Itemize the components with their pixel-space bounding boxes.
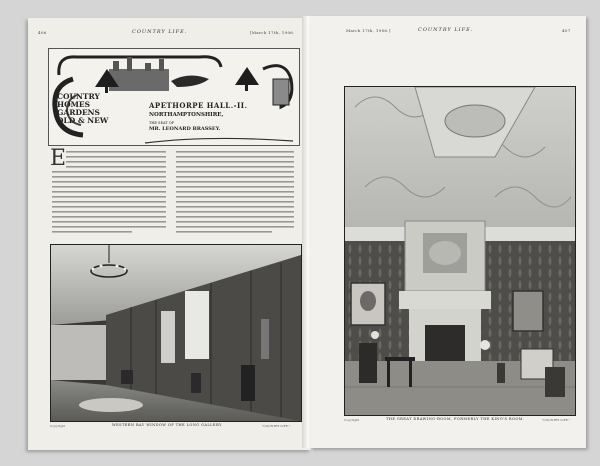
right-photo-credit-source: "COUNTRY LIFE." [542,418,571,422]
house-name: APETHORPE HALL.-II. [149,101,248,110]
body-text-lines [50,148,298,240]
drawing-room-illustration [345,87,575,415]
left-photo-credit-source: "COUNTRY LIFE." [262,424,291,428]
series-title-line: COUNTRY [57,92,100,101]
right-running-title: COUNTRY LIFE. [418,27,474,33]
series-title-line: GARDENS [57,108,100,117]
left-photo-caption: WESTERN BAY WINDOW OF THE LONG GALLERY. [112,423,223,427]
right-page-number: 407 [562,28,571,33]
series-title-line: OLD & NEW [57,116,109,125]
left-page [28,18,311,450]
owner-name: MR. LEONARD BRASSEY. [149,126,221,132]
magazine-spread [20,14,588,452]
article-header-banner [48,48,300,146]
left-photo-credit-copyright: Copyright [50,424,66,428]
article-heading [149,101,297,132]
long-gallery-photo [50,244,302,422]
left-running-title: COUNTRY LIFE. [132,29,188,35]
right-date: March 17th, 1906.] [346,28,391,33]
left-date: [March 17th, 1906. [250,30,295,35]
right-page [310,16,586,448]
series-title-line: HOMES [57,100,91,109]
series-title [57,93,137,125]
right-photo-caption: THE GREAT DRAWING-ROOM, FORMERLY THE KING'S ROOM. [386,417,525,421]
long-gallery-illustration [51,245,301,421]
county-name: NORTHAMPTONSHIRE, [149,112,224,118]
right-photo-credit-copyright: Copyright [344,418,360,422]
drawing-room-photo [344,86,576,416]
drop-cap-glyph: E [50,146,67,171]
seat-label: THE SEAT OF [149,121,175,125]
article-body-text [50,148,298,240]
left-page-number: 406 [38,30,47,35]
